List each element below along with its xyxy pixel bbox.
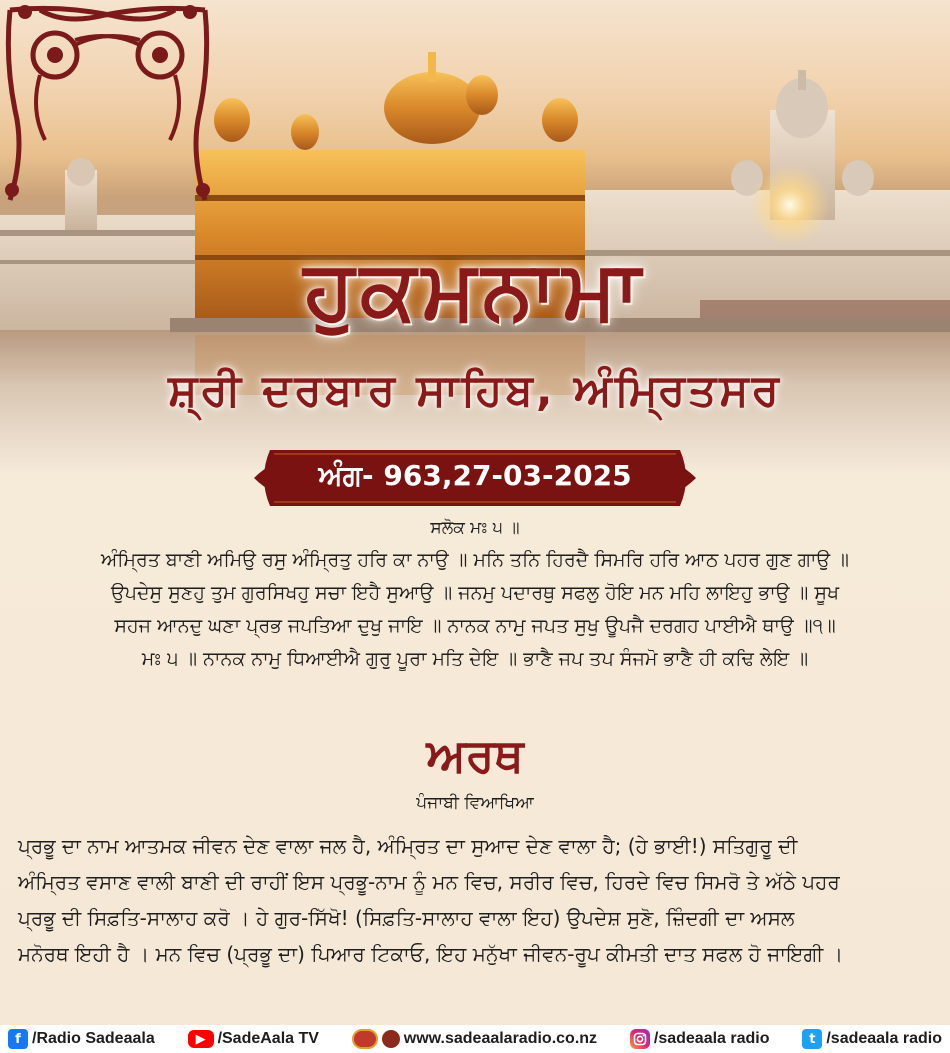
verse-line: ਸਹਜ ਆਨਦੁ ਘਣਾ ਪ੍ਰਭ ਜਪਤਿਆ ਦੁਖੁ ਜਾਇ ॥ ਨਾਨਕ ਨਾਮੁ ਜਪਤ ਸੁਖੁ ਊਪਜੈ ਦਰਗਹ ਪਾਈਐ ਥਾਉ ॥੧॥ [114, 615, 836, 637]
website-link[interactable] [352, 1029, 597, 1049]
website-url: www.sadeaalaradio.co.nz [403, 1030, 598, 1047]
page-subtitle: ਸ਼੍ਰੀ ਦਰਬਾਰ ਸਾਹਿਬ, ਅੰਮ੍ਰਿਤਸਰ [168, 365, 782, 416]
explanation-line: ਪ੍ਰਭੂ ਦਾ ਨਾਮ ਆਤਮਕ ਜੀਵਨ ਦੇਣ ਵਾਲਾ ਜਲ ਹੈ, ਅੰਮ੍ਰਿਤ ਦਾ ਸੁਆਦ ਦੇਣ ਵਾਲਾ ਹੈ; (ਹੇ ਭਾਈ!) ਸਤਿਗੁਰੂ ਦੀ [18, 834, 798, 858]
radio-logo-icon [352, 1029, 378, 1049]
facebook-link[interactable] [8, 1029, 155, 1049]
instagram-link[interactable] [630, 1029, 770, 1049]
twitter-handle: /sadeaala radio [826, 1030, 942, 1047]
twitter-icon: t [802, 1029, 822, 1049]
ang-date-text: ਅੰਗ- 963,27-03-2025 [318, 459, 632, 492]
radio-badge-icon [382, 1030, 400, 1048]
slok-heading: ਸਲੋਕ ਮਃ ੫ ॥ [430, 518, 520, 538]
facebook-icon: f [8, 1029, 28, 1049]
youtube-handle: /SadeAala TV [217, 1030, 319, 1047]
verse-line: ਮਃ ੫ ॥ ਨਾਨਕ ਨਾਮੁ ਧਿਆਈਐ ਗੁਰੁ ਪੂਰਾ ਮਤਿ ਦੇਇ ॥ ਭਾਣੈ ਜਪ ਤਪ ਸੰਜਮੋ ਭਾਣੈ ਹੀ ਕਢਿ ਲੇਇ ॥ [141, 648, 809, 670]
ornament-corner-right [0, 0, 215, 210]
social-footer [0, 1025, 950, 1053]
verse-line: ਅੰਮ੍ਰਿਤ ਬਾਣੀ ਅਮਿਉ ਰਸੁ ਅੰਮ੍ਰਿਤੁ ਹਰਿ ਕਾ ਨਾਉ ॥ ਮਨਿ ਤਨਿ ਹਿਰਦੈ ਸਿਮਰਿ ਹਰਿ ਆਠ ਪਹਰ ਗੁਣ ਗਾਉ ॥ [100, 549, 849, 571]
explanation-line: ਪ੍ਰਭੂ ਦੀ ਸਿਫ਼ਤਿ-ਸਾਲਾਹ ਕਰੋ । ਹੇ ਗੁਰ-ਸਿੱਖੋ! (ਸਿਫ਼ਤਿ-ਸਾਲਾਹ ਵਾਲਾ ਇਹ) ਉਪਦੇਸ਼ ਸੁਣੋ, ਜ਼ਿੰਦਗੀ ਦਾ ਅਸਲ [18, 906, 795, 930]
arth-heading: ਅਰਥ [426, 728, 524, 782]
facebook-handle: /Radio Sadeaala [32, 1030, 155, 1047]
hukamnama-text [30, 518, 920, 676]
twitter-link[interactable] [802, 1029, 942, 1049]
verse-line: ਉਪਦੇਸੁ ਸੁਣਹੁ ਤੁਮ ਗੁਰਸਿਖਹੁ ਸਚਾ ਇਹੈ ਸੁਆਉ ॥ ਜਨਮੁ ਪਦਾਰਥੁ ਸਫਲੁ ਹੋਇ ਮਨ ਮਹਿ ਲਾਇਹੁ ਭਾਉ ॥ ਸੂਖ [110, 582, 840, 604]
instagram-icon [630, 1029, 650, 1049]
arth-explanation [18, 828, 932, 972]
youtube-link[interactable] [188, 1030, 319, 1048]
explanation-line: ਅੰਮ੍ਰਿਤ ਵਸਾਣ ਵਾਲੀ ਬਾਣੀ ਦੀ ਰਾਹੀਂ ਇਸ ਪ੍ਰਭੂ-ਨਾਮ ਨੂੰ ਮਨ ਵਿਚ, ਸਰੀਰ ਵਿਚ, ਹਿਰਦੇ ਵਿਚ ਸਿਮਰੋ ਤੇ ਅੱਠੇ ਪਹਰ [18, 870, 840, 894]
page-title: ਹੁਕਮਨਾਮਾ [303, 243, 647, 338]
explanation-line: ਮਨੋਰਥ ਇਹੀ ਹੈ । ਮਨ ਵਿਚ (ਪ੍ਰਭੂ ਦਾ) ਪਿਆਰ ਟਿਕਾਓ, ਇਹ ਮਨੁੱਖਾ ਜੀਵਨ-ਰੂਪ ਕੀਮਤੀ ਦਾਤ ਸਫਲ ਹੋ ਜਾਇਗੀ । [18, 942, 844, 966]
arth-subheading: ਪੰਜਾਬੀ ਵਿਆਖਿਆ [416, 793, 534, 813]
youtube-icon: ▶ [188, 1030, 214, 1048]
instagram-handle: /sadeaala radio [653, 1030, 770, 1047]
